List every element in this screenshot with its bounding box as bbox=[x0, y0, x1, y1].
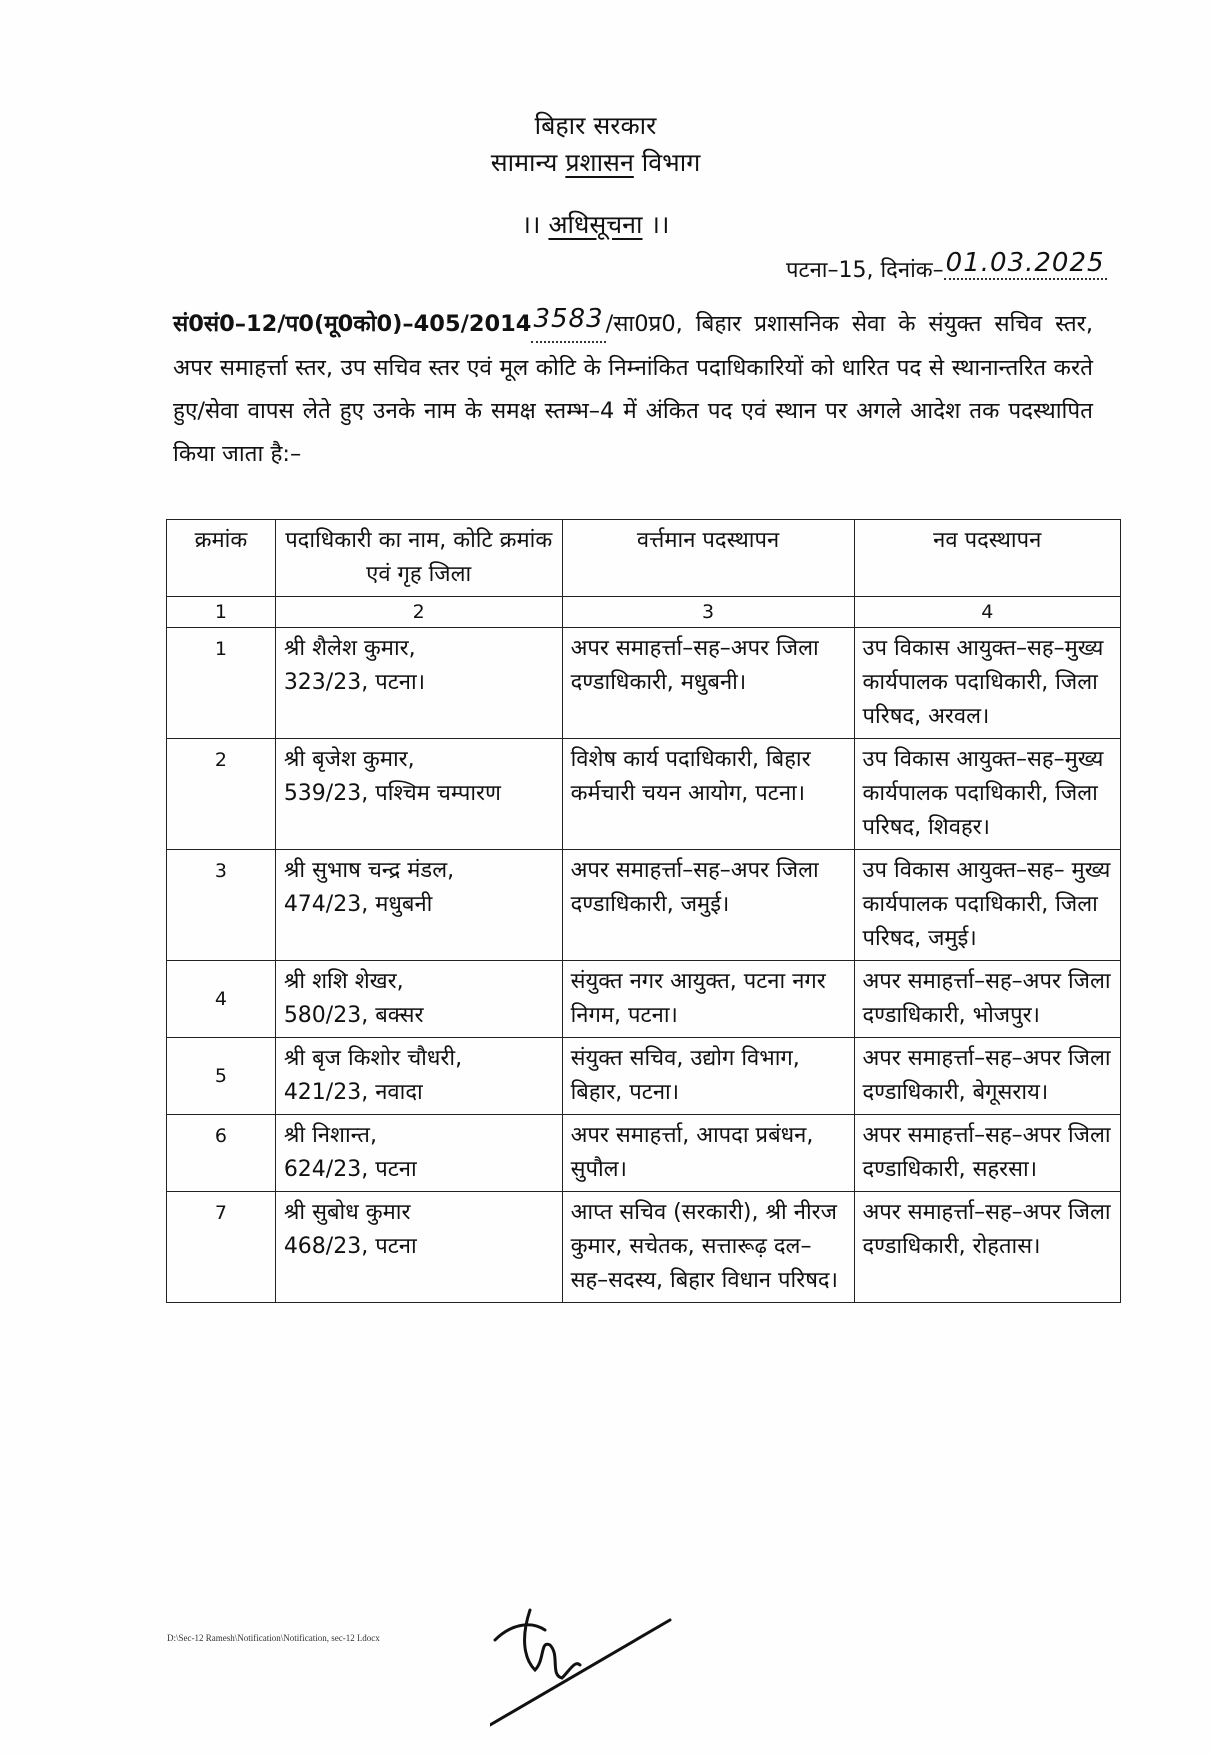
serial-cell: 2 bbox=[167, 739, 276, 850]
officer-code-district: 323/23, पटना। bbox=[283, 670, 426, 695]
officer-cell bbox=[275, 850, 562, 961]
serial-cell: 4 bbox=[167, 961, 276, 1038]
department-suffix: विभाग bbox=[641, 148, 701, 177]
officer-code-district: 624/23, पटना bbox=[283, 1157, 417, 1182]
column-number: 2 bbox=[275, 597, 562, 628]
table-row bbox=[167, 961, 1121, 1038]
new-posting-cell: उप विकास आयुक्त–सह–मुख्य कार्यपालक पदाधिकारी, जिला परिषद, अरवल। bbox=[854, 628, 1121, 739]
officer-cell bbox=[275, 628, 562, 739]
column-number-row bbox=[167, 597, 1121, 628]
column-number: 1 bbox=[167, 597, 276, 628]
header-new-posting: नव पदस्थापन bbox=[854, 520, 1121, 597]
place-date-label: पटना–15, दिनांक– bbox=[786, 258, 944, 283]
current-posting-cell: विशेष कार्य पदाधिकारी, बिहार कर्मचारी चयन आयोग, पटना। bbox=[562, 739, 854, 850]
current-posting-cell: आप्त सचिव (सरकारी), श्री नीरज कुमार, सचेतक, सत्तारूढ़ दल–सह–सदस्य, बिहार विधान परिषद। bbox=[562, 1192, 854, 1303]
signature-icon bbox=[490, 1600, 690, 1740]
current-posting-cell: संयुक्त नगर आयुक्त, पटना नगर निगम, पटना। bbox=[562, 961, 854, 1038]
serial-cell: 3 bbox=[167, 850, 276, 961]
header-officer: पदाधिकारी का नाम, कोटि क्रमांक एवं गृह जिला bbox=[275, 520, 562, 597]
table-row bbox=[167, 1192, 1121, 1303]
new-posting-cell: अपर समाहर्त्ता–सह–अपर जिला दण्डाधिकारी, रोहतास। bbox=[854, 1192, 1121, 1303]
transfer-table bbox=[166, 519, 1121, 1303]
new-posting-cell: उप विकास आयुक्त–सह–मुख्य कार्यपालक पदाधिकारी, जिला परिषद, शिवहर। bbox=[854, 739, 1121, 850]
officer-code-district: 474/23, मधुबनी bbox=[283, 892, 433, 917]
header-current-posting: वर्त्तमान पदस्थापन bbox=[562, 520, 854, 597]
reference-prefix: सं0सं0–12/प0(मू0को0)–405/2014 bbox=[173, 311, 532, 337]
table-header-row bbox=[167, 520, 1121, 597]
serial-cell: 1 bbox=[167, 628, 276, 739]
handwritten-date: 01.03.2025 bbox=[945, 248, 1105, 278]
officer-code-district: 580/23, बक्सर bbox=[283, 1003, 424, 1028]
officer-name: श्री बृजेश कुमार, bbox=[283, 747, 415, 772]
order-paragraph bbox=[173, 302, 1093, 476]
column-number: 3 bbox=[562, 597, 854, 628]
serial-cell: 5 bbox=[167, 1038, 276, 1115]
officer-cell bbox=[275, 961, 562, 1038]
officer-name: श्री बृज किशोर चौधरी, bbox=[283, 1046, 463, 1071]
column-number: 4 bbox=[854, 597, 1121, 628]
department-title bbox=[0, 145, 1201, 179]
reference-suffix: /सा0प्र0, bbox=[605, 311, 683, 337]
new-posting-cell: अपर समाहर्त्ता–सह–अपर जिला दण्डाधिकारी, भोजपुर। bbox=[854, 961, 1121, 1038]
new-posting-cell: उप विकास आयुक्त–सह– मुख्य कार्यपालक पदाधिकारी, जिला परिषद, जमुई। bbox=[854, 850, 1121, 961]
government-title: बिहार सरकार bbox=[534, 111, 657, 140]
officer-cell bbox=[275, 1115, 562, 1192]
table-row bbox=[167, 739, 1121, 850]
new-posting-cell: अपर समाहर्त्ता–सह–अपर जिला दण्डाधिकारी, बेगूसराय। bbox=[854, 1038, 1121, 1115]
serial-cell: 7 bbox=[167, 1192, 276, 1303]
order-body: बिहार प्रशासनिक सेवा के संयुक्त सचिव स्तर, अपर समाहर्त्ता स्तर, उप सचिव स्तर एवं मूल कोटि के निम्नांकित पदाधिकारियों को धारित पद से स्थानान्तरित करते हुए/सेवा वापस लेते हुए उनके नाम के समक्ष स्तम्भ–4 में अंकित पद एवं स्थान पर अगले आदेश तक पदस्थापित किया जाता है:– bbox=[173, 311, 1094, 467]
notice-close: ।। bbox=[642, 210, 670, 239]
table-row bbox=[167, 1038, 1121, 1115]
table-row bbox=[167, 850, 1121, 961]
notice-title: अधिसूचना bbox=[548, 210, 643, 239]
serial-cell: 6 bbox=[167, 1115, 276, 1192]
file-path: D:\Sec-12 Ramesh\Notification\Notification, sec-12 I.docx bbox=[167, 1633, 380, 1643]
officer-name: श्री शशि शेखर, bbox=[283, 969, 404, 994]
officer-code-district: 421/23, नवादा bbox=[283, 1080, 423, 1105]
current-posting-cell: संयुक्त सचिव, उद्योग विभाग, बिहार, पटना। bbox=[562, 1038, 854, 1115]
header-serial: क्रमांक bbox=[167, 520, 276, 597]
table-row bbox=[167, 628, 1121, 739]
current-posting-cell: अपर समाहर्त्ता–सह–अपर जिला दण्डाधिकारी, जमुई। bbox=[562, 850, 854, 961]
current-posting-cell: अपर समाहर्त्ता, आपदा प्रबंधन, सुपौल। bbox=[562, 1115, 854, 1192]
current-posting-cell: अपर समाहर्त्ता–सह–अपर जिला दण्डाधिकारी, मधुबनी। bbox=[562, 628, 854, 739]
officer-code-district: 468/23, पटना bbox=[283, 1234, 417, 1259]
officer-name: श्री सुभाष चन्द्र मंडल, bbox=[283, 858, 455, 883]
notice-open: ।। bbox=[521, 210, 549, 239]
handwritten-reference-number: 3583 bbox=[531, 298, 605, 343]
officer-name: श्री शैलेश कुमार, bbox=[283, 636, 416, 661]
officer-cell bbox=[275, 739, 562, 850]
table-row bbox=[167, 1115, 1121, 1192]
place-date-line bbox=[786, 248, 1107, 284]
officer-cell bbox=[275, 1038, 562, 1115]
department-prefix: सामान्य bbox=[490, 148, 558, 177]
officer-name: श्री सुबोध कुमार bbox=[283, 1200, 411, 1225]
officer-code-district: 539/23, पश्चिम चम्पारण bbox=[283, 781, 501, 806]
new-posting-cell: अपर समाहर्त्ता–सह–अपर जिला दण्डाधिकारी, सहरसा। bbox=[854, 1115, 1121, 1192]
notification-heading bbox=[0, 207, 1201, 241]
officer-cell bbox=[275, 1192, 562, 1303]
department-underlined: प्रशासन bbox=[565, 148, 634, 177]
officer-name: श्री निशान्त, bbox=[283, 1123, 377, 1148]
